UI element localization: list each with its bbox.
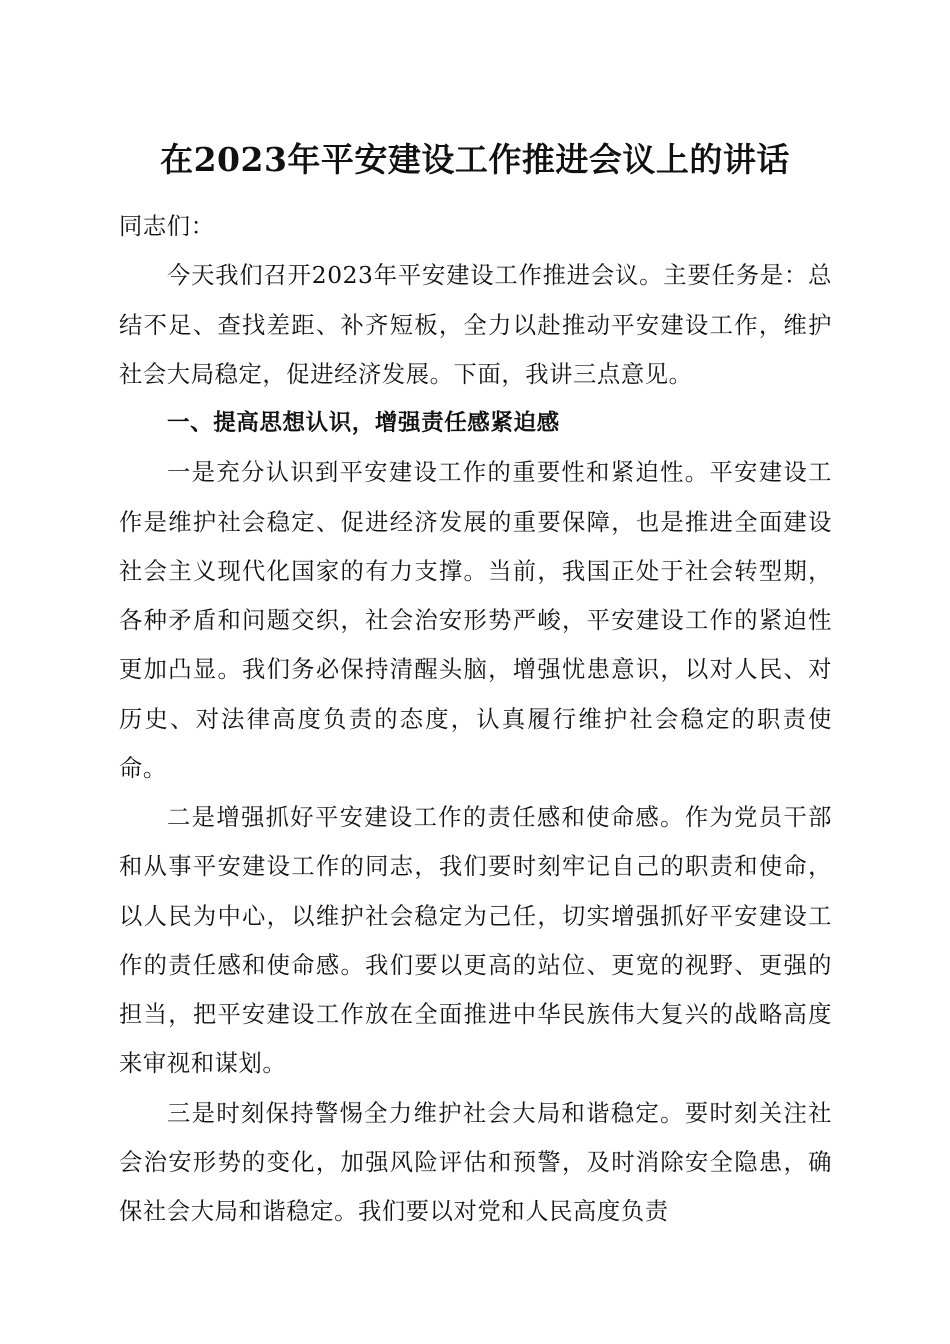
paragraph-2-body: 作为党员干部和从事平安建设工作的同志，我们要时刻牢记自己的职责和使命，以人民为中心，以维护社会稳定为己任，切实增强抓好平安建设工作的责任感和使命感。我们要以更高的站位、更宽的视野、更强的担当，把平安建设工作放在全面推进中华民族伟大复兴的战略高度来审视和谋划。 bbox=[119, 804, 832, 1078]
paragraph-3 bbox=[119, 1089, 832, 1237]
paragraph-2-lead: 二是增强抓好平安建设工作的责任感和使命感。 bbox=[167, 804, 685, 831]
paragraph-1 bbox=[119, 448, 832, 793]
paragraph-2 bbox=[119, 793, 832, 1089]
document-body bbox=[119, 202, 832, 1236]
document-title: 在2023年平安建设工作推进会议上的讲话 bbox=[160, 140, 790, 179]
salutation: 同志们： bbox=[119, 213, 215, 240]
paragraph-1-body: 平安建设工作是维护社会稳定、促进经济发展的重要保障，也是推进全面建设社会主义现代化国家的有力支撑。当前，我国正处于社会转型期，各种矛盾和问题交织，社会治安形势严峻，平安建设工作的紧迫性更加凸显。我们务必保持清醒头脑，增强忧患意识，以对人民、对历史、对法律高度负责的态度，认真履行维护社会稳定的职责使命。 bbox=[119, 459, 832, 782]
intro-paragraph: 今天我们召开2023年平安建设工作推进会议。主要任务是：总结不足、查找差距、补齐短板，全力以赴推动平安建设工作，维护社会大局稳定，促进经济发展。下面，我讲三点意见。 bbox=[119, 262, 832, 388]
paragraph-1-lead: 一是充分认识到平安建设工作的重要性和紧迫性。 bbox=[167, 459, 710, 487]
section-heading: 一、提高思想认识，增强责任感紧迫感 bbox=[167, 410, 560, 436]
paragraph-3-body: 要时刻关注社会治安形势的变化，加强风险评估和预警，及时消除安全隐患，确保社会大局和谐稳定。我们要以对党和人民高度负责 bbox=[119, 1099, 832, 1225]
paragraph-3-lead: 三是时刻保持警惕全力维护社会大局和谐稳定。 bbox=[167, 1099, 685, 1127]
